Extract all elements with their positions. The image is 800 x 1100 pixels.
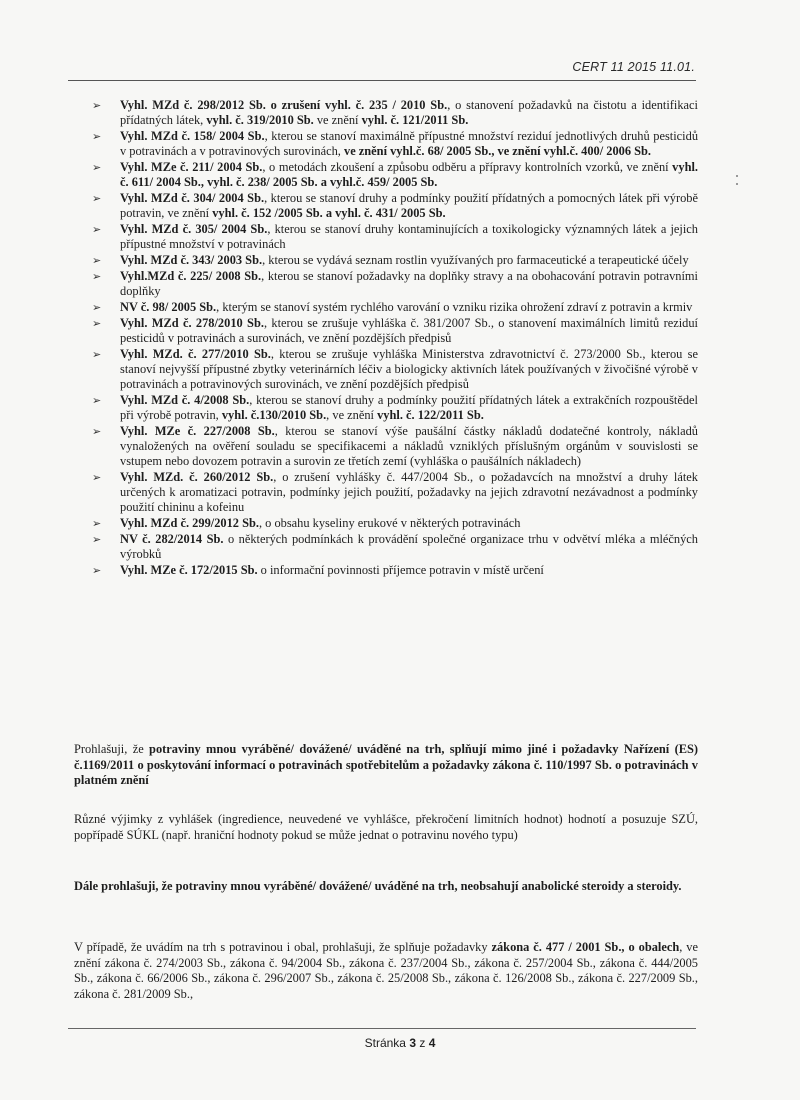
regulation-item: [92, 347, 698, 392]
arrow-bullet-icon: ➢: [92, 425, 102, 438]
bold-text-run: Vyhl. MZd č. 304/ 2004 Sb.: [120, 191, 265, 205]
bold-text-run: Vyhl. MZe č. 211/ 2004 Sb.: [120, 160, 263, 174]
regulation-item: [92, 424, 698, 469]
regulation-item: [92, 129, 698, 159]
arrow-bullet-icon: ➢: [92, 161, 102, 174]
regulation-item: [92, 98, 698, 128]
regulation-item: [92, 191, 698, 221]
regulation-item: [92, 160, 698, 190]
arrow-bullet-icon: ➢: [92, 394, 102, 407]
bold-text-run: Vyhl. MZd č. 298/2012 Sb. o zrušení vyhl. č. 235 / 2010 Sb.: [120, 98, 448, 112]
certificate-code: CERT 11 2015 11.01.: [572, 60, 695, 74]
declaration-packaging: [74, 940, 698, 1002]
bold-text-run: Vyhl. MZd č. 305/ 2004 Sb.: [120, 222, 268, 236]
bold-text-run: Vyhl. MZd č. 343/ 2003 Sb.: [120, 253, 263, 267]
bold-text-run: Vyhl. MZd č. 158/ 2004 Sb.: [120, 129, 265, 143]
scan-speck: [736, 175, 738, 177]
arrow-bullet-icon: ➢: [92, 471, 102, 484]
text-run: , o obsahu kyseliny erukové v některých potravinách: [258, 516, 521, 530]
bold-text-run: ve znění vyhl.č. 68/ 2005 Sb., ve znění vyhl.č. 400/ 2006 Sb.: [344, 144, 652, 158]
regulation-item: [92, 316, 698, 346]
arrow-bullet-icon: ➢: [92, 517, 102, 530]
text-run: , kterou se stanoví druhy kontaminujících a toxikologicky významných látek a jejich přípustné množství v potravinách: [120, 222, 698, 251]
arrow-bullet-icon: ➢: [92, 192, 102, 205]
bold-text-run: NV č. 282/2014 Sb.: [120, 532, 224, 546]
bold-text-run: Vyhl. MZd č. 278/2010 Sb.: [120, 316, 264, 330]
text-run: , ve znění: [326, 408, 378, 422]
regulation-item: [92, 222, 698, 252]
regulation-item: [92, 532, 698, 562]
arrow-bullet-icon: ➢: [92, 254, 102, 267]
text-run: , kterou se stanoví maximálně přípustné množství reziduí jednotlivých druhů pesticidů v potravinách a v potravinových surovinách,: [120, 129, 699, 158]
arrow-bullet-icon: ➢: [92, 270, 102, 283]
text-run: , o stanovení požadavků na čistotu a identifikaci přídatných látek,: [120, 98, 698, 127]
bold-text-run: Vyhl. MZd č. 4/2008 Sb.: [120, 393, 250, 407]
declaration-compliance: [74, 742, 698, 789]
regulation-item: [92, 516, 698, 531]
declaration-steroids: Dále prohlašuji, že potraviny mnou vyráběné/ dovážené/ uváděné na trh, neobsahují anabolické steroidy a steroidy.: [74, 879, 682, 893]
arrow-bullet-icon: ➢: [92, 348, 102, 361]
scan-speck: [736, 183, 738, 185]
footer-rule: [68, 1028, 696, 1029]
bold-text-run: vyhl. č. 122/2011 Sb.: [377, 408, 484, 422]
bold-text-run: NV č. 98/ 2005 Sb.: [120, 300, 217, 314]
text-run: , kterou se zrušuje vyhláška Ministerstva zdravotnictví č. 273/2000 Sb., kterou se stanoví nejvyšší přípustné zbytky veterinárních léčiv a biologicky aktivních látek používaných v živočišné výrobě v potravinách a potravinových surovinách, ve znění pozdějších předpisů: [120, 347, 698, 391]
bold-text-run: vyhl. č. 152 /2005 Sb. a vyhl. č. 431/ 2005 Sb.: [212, 206, 446, 220]
bold-text-run: Vyhl.MZd č. 225/ 2008 Sb.: [120, 269, 262, 283]
text-run: Prohlašuji, že: [74, 742, 150, 756]
bold-text-run: Vyhl. MZd č. 299/2012 Sb.: [120, 516, 259, 530]
arrow-bullet-icon: ➢: [92, 317, 102, 330]
bold-text-run: Vyhl. MZe č. 227/2008 Sb.: [120, 424, 275, 438]
regulation-item: [92, 300, 698, 315]
bold-text-run: Vyhl. MZd. č. 277/2010 Sb.: [120, 347, 271, 361]
text-run: ve znění: [313, 113, 362, 127]
note-exceptions: Různé výjimky z vyhlášek (ingredience, neuvedené ve vyhlášce, překročení limitních hodnot) hodnotí a posuzuje SZÚ, popřípadě SÚKL (např. hraniční hodnoty pokud se může jednat o potravinu nového typu): [74, 812, 698, 842]
arrow-bullet-icon: ➢: [92, 533, 102, 546]
arrow-bullet-icon: ➢: [92, 301, 102, 314]
bold-text-run: vyhl. č.130/2010 Sb.: [221, 408, 327, 422]
text-run: , ve znění zákona č. 274/2003 Sb., zákona č. 94/2004 Sb., zákona č. 237/2004 Sb., zákona č. 257/2004 Sb., zákona č. 444/2005 Sb., zákona č. 66/2006 Sb., zákona č. 296/2007 Sb., zákona č. 25/2008 Sb., zákona č. 126/2008 Sb., zákona č. 227/2009 Sb., zákona č. 281/2009 Sb.,: [74, 940, 698, 1001]
regulation-item: [92, 393, 698, 423]
text-run: , kterým se stanoví systém rychlého varování o vzniku rizika ohrožení zdraví z potravin a krmiv: [216, 300, 693, 314]
bold-text-run: potraviny mnou vyráběné/ dovážené/ uváděné na trh, splňují mimo jiné i požadavky Nařízení (ES) č.1169/2011 o poskytování informací o potravinách spotřebitelům a požadavky zákona č. 110/1997 Sb. o potravinách v platném znění: [74, 742, 699, 787]
arrow-bullet-icon: ➢: [92, 223, 102, 236]
arrow-bullet-icon: ➢: [92, 99, 102, 112]
page-total: 4: [428, 1036, 436, 1050]
page-footer: [0, 1036, 800, 1050]
bold-text-run: zákona č. 477 / 2001 Sb., o obalech: [491, 940, 680, 954]
regulation-list: [92, 98, 698, 579]
text-run: , kterou se stanoví požadavky na doplňky stravy a na obohacování potravin potravními doplňky: [120, 269, 698, 298]
page-number: 3: [409, 1036, 417, 1050]
text-run: , o metodách zkoušení a způsobu odběru a přípravy kontrolních vzorků, ve znění: [262, 160, 673, 174]
regulation-item: [92, 470, 698, 515]
text-run: V případě, že uvádím na trh s potravinou i obal, prohlašuji, že splňuje požadavky: [74, 940, 492, 954]
bold-text-run: Vyhl. MZd. č. 260/2012 Sb.: [120, 470, 274, 484]
regulation-item: [92, 253, 698, 268]
header-rule: [68, 80, 696, 81]
text-run: , kterou se stanoví druhy a podmínky použití přídatných látek a extrakčních rozpouštědel při výrobě potravin,: [120, 393, 698, 422]
text-run: , o zrušení vyhlášky č. 447/2004 Sb., o požadavcích na množství a druhy látek určených k aromatizaci potravin, podmínky jejich použití, požadavky na jejich zdravotní nezávadnost a podmínky použití chininu a kofeinu: [120, 470, 699, 514]
bold-text-run: vyhl. č. 319/2010 Sb.: [206, 113, 314, 127]
regulation-item: [92, 269, 698, 299]
regulation-item: [92, 563, 698, 578]
text-run: , kterou se vydává seznam rostlin využívaných pro farmaceutické a terapeutické účely: [262, 253, 689, 267]
text-run: , kterou se stanoví výše paušální částky nákladů dodatečné kontroly, nákladů vynaložených na ověření souladu se specifikacemi a nákladů vzniklých příslušným orgánům v souvislosti se vstupem nebo dovozem potravin a surovin ze třetích zemí (vyhláška o paušálních nákladech): [120, 424, 699, 468]
arrow-bullet-icon: ➢: [92, 564, 102, 577]
bold-text-run: vyhl. č. 121/2011 Sb.: [361, 113, 469, 127]
text-run: , kterou se zrušuje vyhláška č. 381/2007 Sb., o stanovení maximálních limitů reziduí pesticidů v potravinách a surovinách, ve znění pozdějších předpisů: [120, 316, 698, 345]
bold-text-run: Vyhl. MZe č. 172/2015 Sb.: [120, 563, 258, 577]
text-run: o některých podmínkách k provádění společné organizace trhu v odvětví mléka a mléčných výrobků: [120, 532, 698, 561]
bold-text-run: vyhl. č. 611/ 2004 Sb., vyhl. č. 238/ 2005 Sb. a vyhl.č. 459/ 2005 Sb.: [120, 160, 698, 189]
text-run: o informační povinnosti příjemce potravin v místě určení: [257, 563, 544, 577]
footer-sep: z: [416, 1036, 429, 1050]
text-run: , kterou se stanoví druhy a podmínky použití přídatných a pomocných látek při výrobě potravin, ve znění: [120, 191, 698, 220]
footer-prefix: Stránka: [364, 1036, 410, 1050]
arrow-bullet-icon: ➢: [92, 130, 102, 143]
